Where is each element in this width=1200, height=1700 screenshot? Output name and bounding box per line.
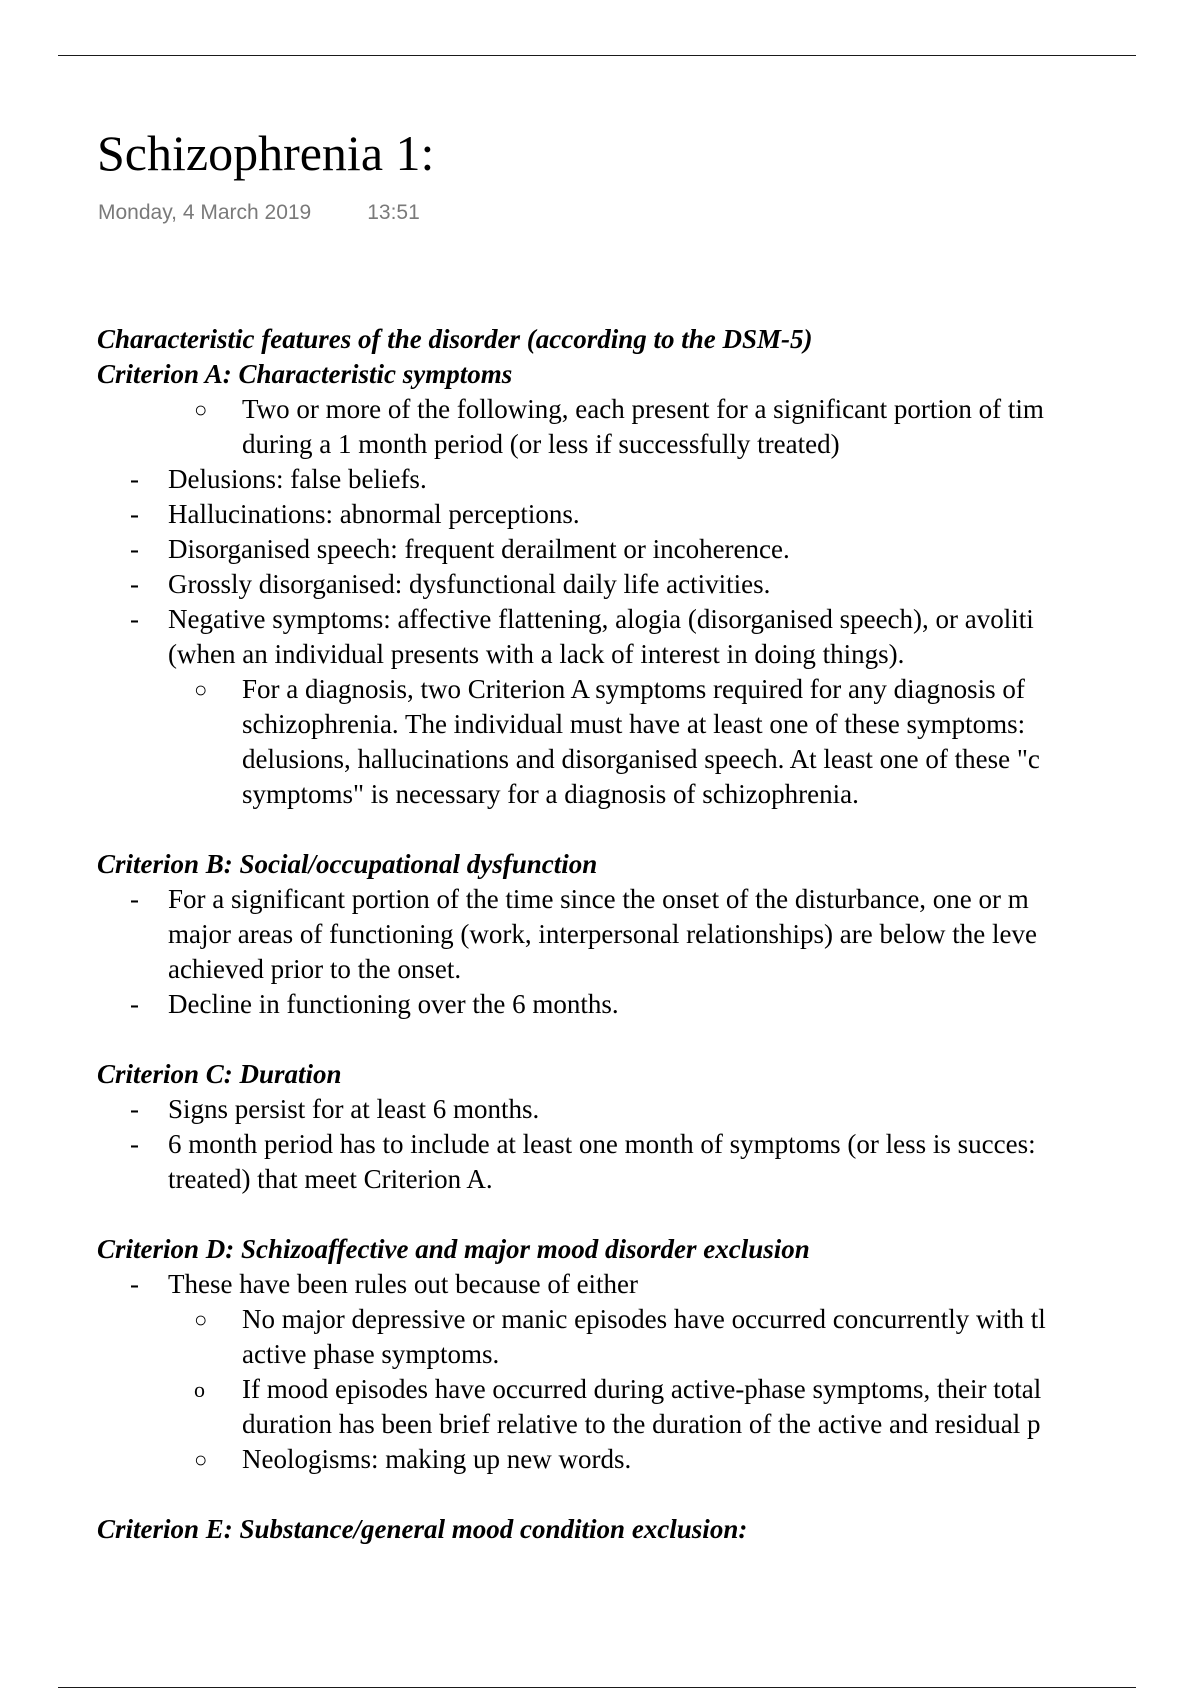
list-item-line: Signs persist for at least 6 months. [168, 1094, 540, 1124]
bottom-rule [58, 1687, 1136, 1688]
list-item [97, 602, 1200, 672]
page-timestamp [98, 201, 420, 225]
list-item-line: (when an individual presents with a lack of interest in doing things). [168, 639, 905, 669]
list-item-line: Disorganised speech: frequent derailment or incoherence. [168, 534, 790, 564]
top-rule [58, 55, 1136, 56]
circle-bullet-icon: ○ [194, 1307, 208, 1332]
dash-bullet-icon: - [130, 1269, 139, 1299]
list-item-line: Negative symptoms: affective flattening, alogia (disorganised speech), or avoliti [168, 604, 1034, 634]
list-item-line: achieved prior to the onset. [168, 954, 462, 984]
list-item-line: For a significant portion of the time since the onset of the disturbance, one or m [168, 884, 1029, 914]
criterion-c-heading: Criterion C: Duration [97, 1059, 342, 1089]
circle-bullet-icon: o [194, 1377, 205, 1402]
note-body [97, 322, 1200, 1640]
list-item [97, 1372, 1200, 1442]
circle-bullet-icon: ○ [194, 397, 208, 422]
page-title: Schizophrenia 1: [97, 125, 435, 181]
list-item-line: duration has been brief relative to the duration of the active and residual p [242, 1409, 1041, 1439]
circle-bullet-icon: ○ [194, 1447, 208, 1472]
list-item-line: active phase symptoms. [242, 1339, 500, 1369]
list-item-line: Hallucinations: abnormal perceptions. [168, 499, 580, 529]
list-item [97, 567, 1200, 602]
list-item-line: Two or more of the following, each present for a significant portion of tim [242, 394, 1044, 424]
list-item-line: Delusions: false beliefs. [168, 464, 427, 494]
page-date: Monday, 4 March 2019 [98, 201, 312, 224]
list-item-line: If mood episodes have occurred during active-phase symptoms, their total [242, 1374, 1042, 1404]
list-item [97, 392, 1200, 462]
dash-bullet-icon: - [130, 534, 139, 564]
list-item-line: delusions, hallucinations and disorganised speech. At least one of these "c [242, 744, 1040, 774]
dash-bullet-icon: - [130, 989, 139, 1019]
list-item [97, 882, 1200, 987]
dash-bullet-icon: - [130, 604, 139, 634]
list-item [97, 462, 1200, 497]
criterion-d-heading: Criterion D: Schizoaffective and major mood disorder exclusion [97, 1234, 810, 1264]
list-item-line: Grossly disorganised: dysfunctional daily life activities. [168, 569, 771, 599]
list-item-line: treated) that meet Criterion A. [168, 1164, 493, 1194]
list-item [97, 497, 1200, 532]
criterion-a-heading: Criterion A: Characteristic symptoms [97, 359, 513, 389]
list-item [97, 532, 1200, 567]
list-item [97, 672, 1200, 812]
section-gap [97, 1022, 1200, 1057]
list-item-line: 6 month period has to include at least one month of symptoms (or less is succes: [168, 1129, 1036, 1159]
list-item [97, 1092, 1200, 1127]
intro-heading: Characteristic features of the disorder (according to the DSM-5) [97, 324, 813, 354]
dash-bullet-icon: - [130, 1094, 139, 1124]
section-gap [97, 812, 1200, 847]
list-item-line: symptoms" is necessary for a diagnosis of schizophrenia. [242, 779, 859, 809]
list-item-line: major areas of functioning (work, interpersonal relationships) are below the leve [168, 919, 1037, 949]
section-gap [97, 1197, 1200, 1232]
dash-bullet-icon: - [130, 884, 139, 914]
circle-bullet-icon: ○ [194, 677, 208, 702]
list-item-line: Neologisms: making up new words. [242, 1444, 632, 1474]
criterion-e-heading: Criterion E: Substance/general mood condition exclusion: [97, 1514, 748, 1544]
list-item [97, 987, 1200, 1022]
list-item-line: No major depressive or manic episodes have occurred concurrently with tl [242, 1304, 1046, 1334]
list-item [97, 1267, 1200, 1302]
page-time: 13:51 [367, 201, 420, 224]
criterion-b-heading: Criterion B: Social/occupational dysfunction [97, 849, 598, 879]
section-gap [97, 1477, 1200, 1512]
dash-bullet-icon: - [130, 569, 139, 599]
list-item [97, 1302, 1200, 1372]
list-item-line: Decline in functioning over the 6 months. [168, 989, 619, 1019]
list-item-line: schizophrenia. The individual must have at least one of these symptoms: [242, 709, 1026, 739]
dash-bullet-icon: - [130, 464, 139, 494]
list-item-line: These have been rules out because of either [168, 1269, 639, 1299]
list-item-line: For a diagnosis, two Criterion A symptoms required for any diagnosis of [242, 674, 1025, 704]
list-item [97, 1127, 1200, 1197]
list-item-line: during a 1 month period (or less if successfully treated) [242, 429, 840, 459]
dash-bullet-icon: - [130, 1129, 139, 1159]
list-item [97, 1442, 1200, 1477]
dash-bullet-icon: - [130, 499, 139, 529]
